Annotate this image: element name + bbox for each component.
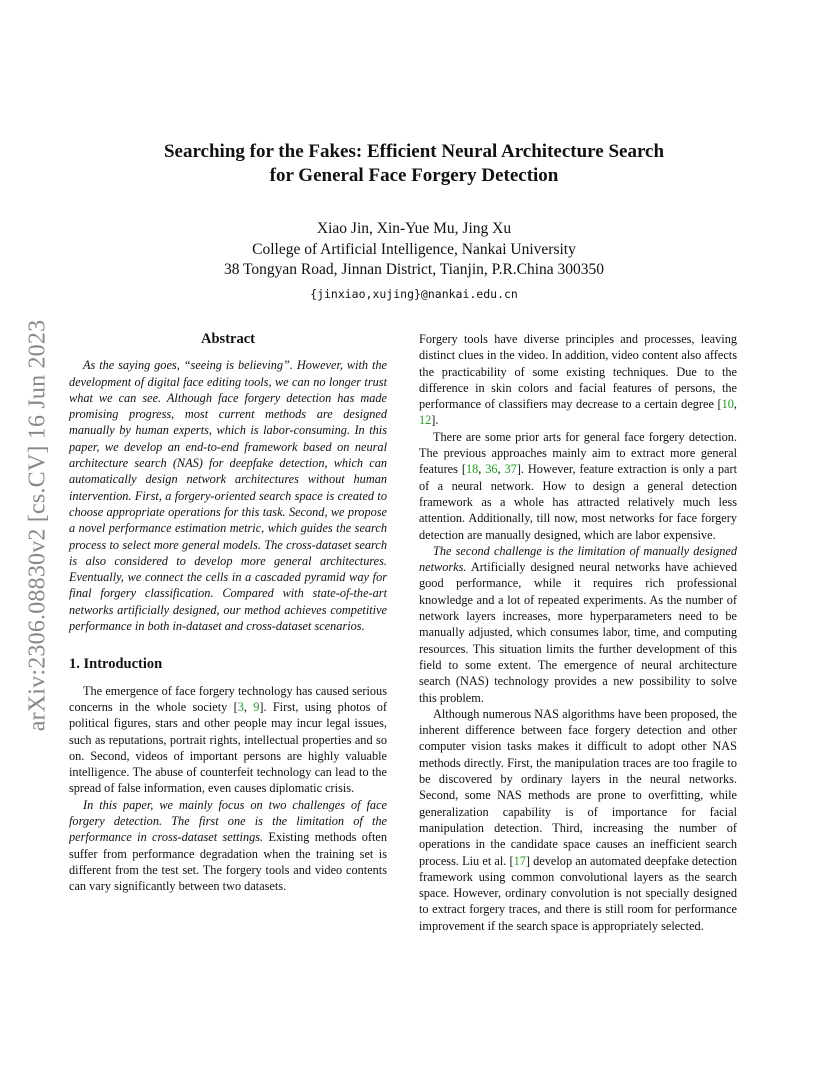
- intro-paragraph-2: In this paper, we mainly focus on two challenges of face forgery detection. The first one is the limitation of the performance in cross-dataset settings. Existing methods often suffer from performance degradation when the training set is different from the test set. The forgery tools and video contents can vary significantly between two datasets.: [69, 797, 387, 894]
- left-column: [69, 331, 387, 895]
- right-column: [419, 331, 737, 934]
- right-paragraph-1: Forgery tools have diverse principles and processes, leaving distinct clues in the video. In addition, video content also affects the practicability of some existing techniques. Due to the difference in skin colors and facial features of persons, the performance of classifiers may decrease to a certain degree [10, 12].: [419, 332, 737, 428]
- section-heading-introduction: 1. Introduction: [69, 656, 163, 673]
- author-names: Xiao Jin, Xin-Yue Mu, Jing Xu: [316, 220, 512, 237]
- title-line-1: Searching for the Fakes: Efficient Neural Architecture Search: [163, 141, 665, 162]
- citation-link[interactable]: 12: [419, 413, 432, 428]
- citation-link[interactable]: 17: [513, 853, 526, 868]
- author-block: [100, 219, 728, 304]
- abstract-heading: Abstract: [201, 331, 255, 347]
- arxiv-identifier: [24, 290, 52, 760]
- right-paragraph-3: The second challenge is the limitation of manually designed networks. Artificially designed neural networks have achieved good performance, while it requires rich professional knowledge and a lot of repeated experiments. As the number of network layers increases, more hyperparameters need to be manually adjusted, which consumes labor, time, and computing resources. This situation limits the further development of this field to some extent. The emergence of neural architecture search (NAS) technology provides a new possibility to solve this problem.: [419, 543, 737, 705]
- citation-link[interactable]: 37: [504, 462, 517, 477]
- arxiv-identifier-text: arXiv:2306.08830v2 [cs.CV] 16 Jun 2023: [24, 319, 51, 731]
- author-email: {jinxiao,xujing}@nankai.edu.cn: [310, 286, 518, 301]
- right-paragraph-4: Although numerous NAS algorithms have been proposed, the inherent difference between face forgery detection and other computer vision tasks makes it difficult to adopt other NAS methods directly. First, the manipulation traces are too fragile to be discovered by ordinary layers in the neural networks. Second, some NAS methods are prone to overfitting, while generalization capability is of importance for facial manipulation detection. Third, increasing the number of operations in the candidate space causes an inefficient search process. Liu et al. [17] develop an automated deepfake detection framework using common convolutional layers as the search space. However, ordinary convolution is not specially designed to extract forgery traces, and there is still room for performance improvement if the search space is appropriately selected.: [419, 706, 738, 933]
- paper-title: [100, 140, 728, 188]
- citation-link[interactable]: 10: [721, 397, 734, 412]
- intro-paragraph-1: The emergence of face forgery technology has caused serious concerns in the whole society [3, 9]. First, using photos of political figures, stars and other people may incur legal issues, such as reputations, portrait rights, intellectual properties and so on. Second, videos of important persons are highly valuable intelligence. The abuse of counterfeit technology can lead to the spread of false information, even causes diplomatic crisis.: [69, 683, 387, 796]
- citation-link[interactable]: 36: [485, 462, 498, 477]
- citation-link[interactable]: 3: [237, 699, 244, 714]
- right-paragraph-2: There are some prior arts for general face forgery detection. The previous approaches mainly aim to extract more general features [18, 36, 37]. However, feature extraction is only a part of a neural network. How to design a general detection framework as a whole has attracted relatively much less attention. Additionally, till now, most networks for face forgery detection are manually designed, which are labor expensive.: [419, 429, 737, 542]
- abstract-text: As the saying goes, “seeing is believing”. However, with the development of digital face editing tools, we can no longer trust what we can see. Although face forgery detection has made promising progress, most current methods are designed manually by human experts, which is labor-consuming. In this paper, we develop an end-to-end framework based on neural architecture search (NAS) for deepfake detection, which can automatically design network architectures without human intervention. First, a forgery-oriented search space is created to choose appropriate operations for this task. Second, we propose a novel performance estimation metric, which guides the search process to select more general models. The cross-dataset search is also considered to develop more general architectures. Eventually, we connect the cells in a cascaded pyramid way for final forgery classification. Compared with state-of-the-art networks artificially designed, our method achieves competitive performance in both in-dataset and cross-dataset scenarios.: [69, 358, 387, 634]
- title-line-2: for General Face Forgery Detection: [269, 165, 559, 186]
- citation-link[interactable]: 18: [465, 462, 479, 477]
- affiliation: College of Artificial Intelligence, Nankai University: [252, 240, 576, 258]
- citation-link[interactable]: 9: [253, 699, 260, 714]
- address: 38 Tongyan Road, Jinnan District, Tianjin, P.R.China 300350: [223, 261, 605, 278]
